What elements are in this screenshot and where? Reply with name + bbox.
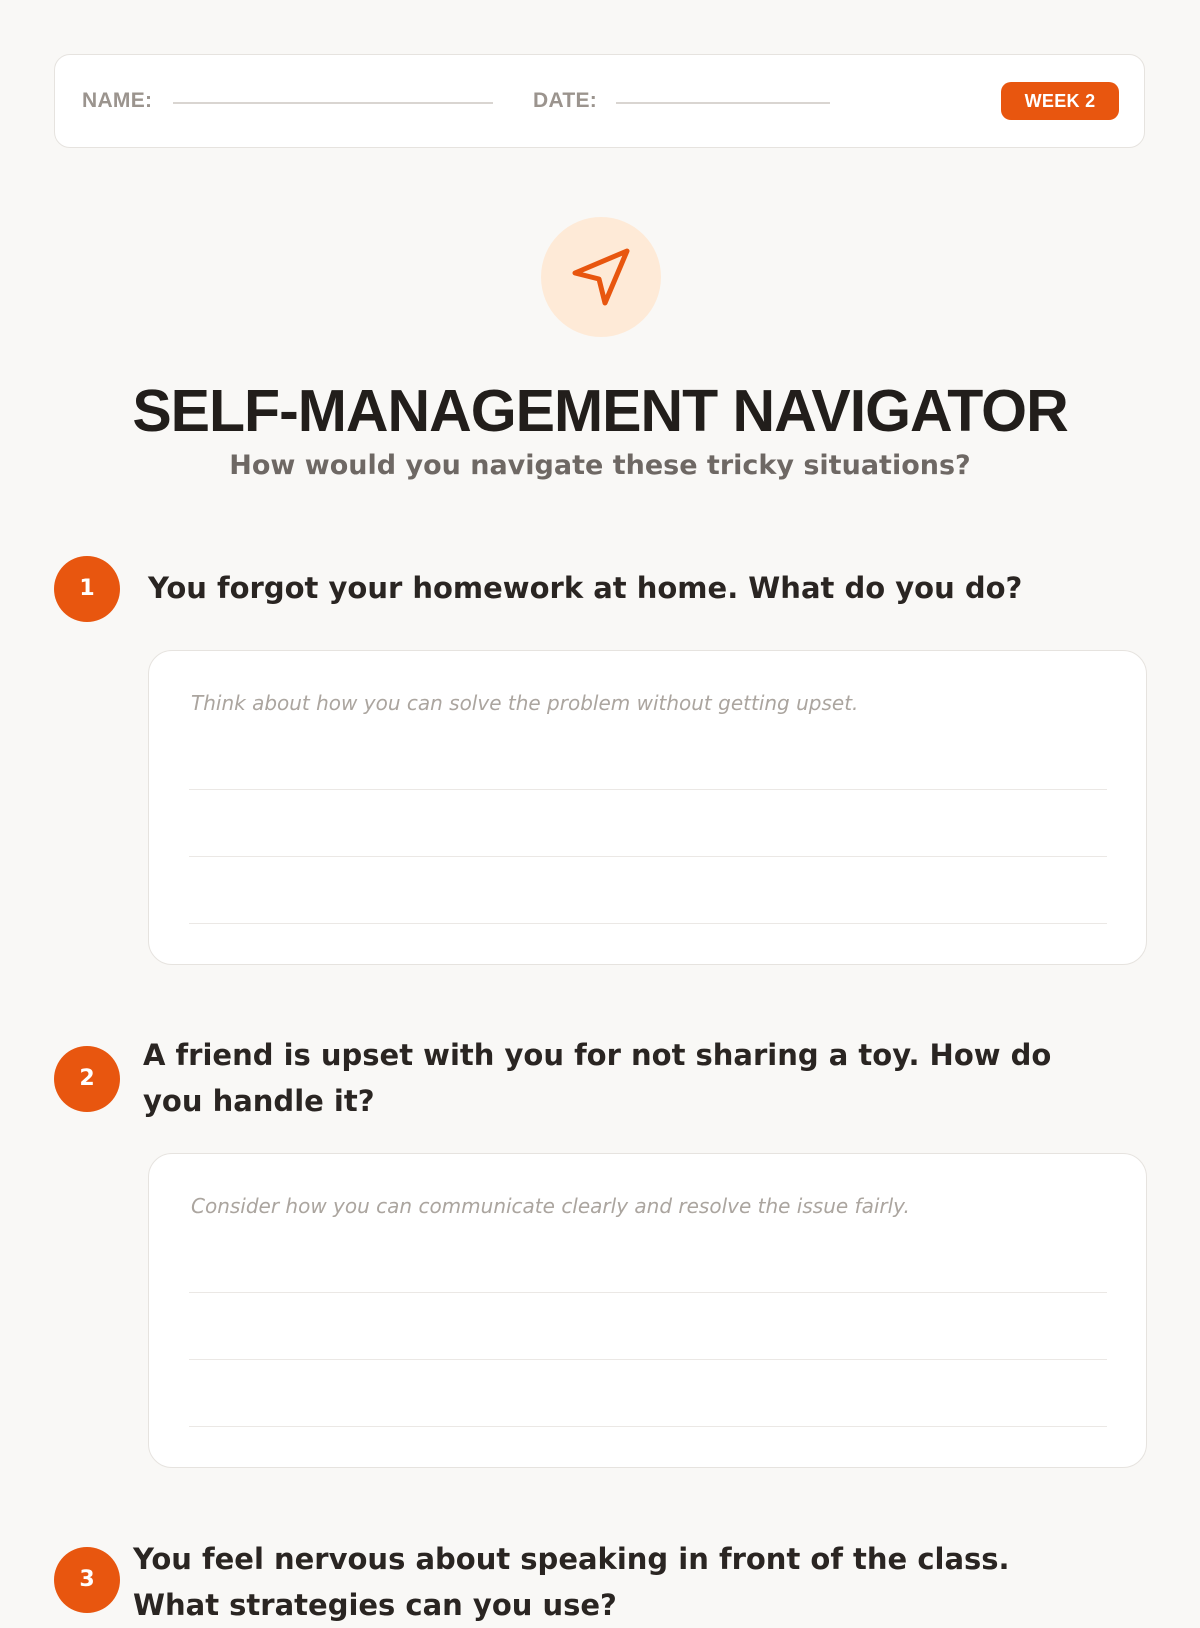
writing-line xyxy=(189,856,1107,857)
writing-line xyxy=(189,1359,1107,1360)
page-subtitle: How would you navigate these tricky situations? xyxy=(229,450,971,481)
name-label: NAME: xyxy=(82,89,153,112)
answer-box[interactable] xyxy=(148,650,1147,965)
week-badge: WEEK 2 xyxy=(1001,82,1119,120)
navigation-arrow-icon xyxy=(541,217,661,337)
header-card xyxy=(54,54,1145,148)
question-text: A friend is upset with you for not sharing a toy. How do you handle it? xyxy=(143,1038,1052,1118)
question-number-badge: 3 xyxy=(54,1547,120,1613)
question-text: You forgot your homework at home. What do you do? xyxy=(148,571,1023,605)
answer-hint: Consider how you can communicate clearly and resolve the issue fairly. xyxy=(191,1194,910,1218)
name-field[interactable] xyxy=(173,102,493,104)
date-field[interactable] xyxy=(616,102,830,104)
answer-hint: Think about how you can solve the problem without getting upset. xyxy=(191,691,859,715)
writing-line xyxy=(189,789,1107,790)
page-title: SELF-MANAGEMENT NAVIGATOR xyxy=(132,378,1068,444)
writing-line xyxy=(189,1292,1107,1293)
answer-box[interactable] xyxy=(148,1153,1147,1468)
writing-line xyxy=(189,1426,1107,1427)
writing-line xyxy=(189,923,1107,924)
question-number-badge: 1 xyxy=(54,556,120,622)
date-label: DATE: xyxy=(533,89,598,112)
question-number-badge: 2 xyxy=(54,1046,120,1112)
question-text: You feel nervous about speaking in front of the class. What strategies can you use? xyxy=(133,1542,1010,1622)
